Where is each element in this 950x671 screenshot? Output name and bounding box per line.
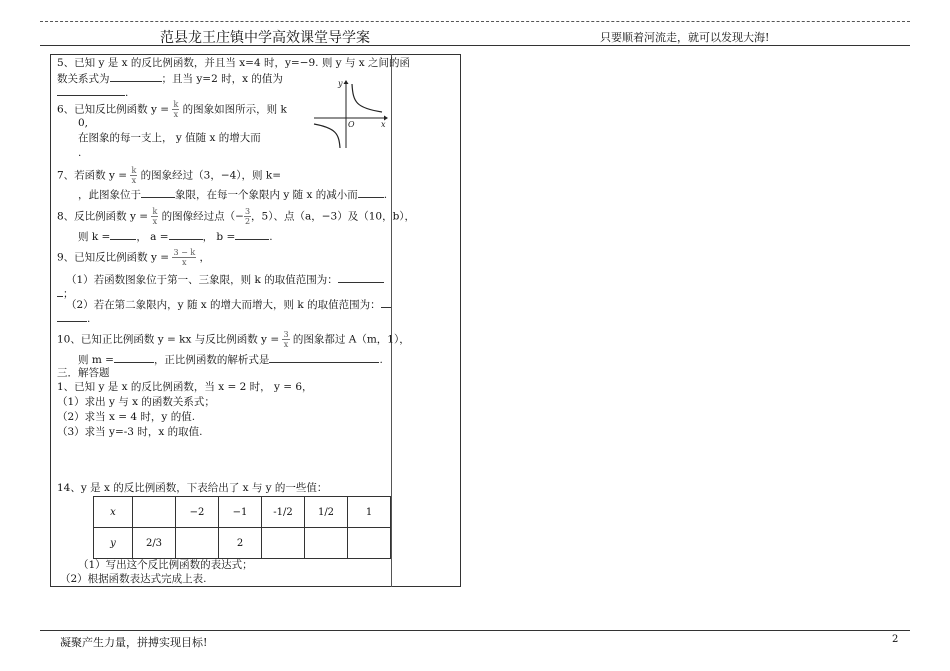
- q7-line2: ，此图象位于 象限，在每一个象限内 y 随 x 的减小而 .: [78, 186, 387, 202]
- table-cell: y: [94, 528, 133, 559]
- q6-line4: .: [78, 147, 82, 159]
- q14-part1: （1）写出这个反比例函数的表达式；: [78, 559, 253, 571]
- q9-part2: （2）若在第二象限内，y 随 x 的增大而增大，则 k 的取值范围为：: [66, 296, 391, 312]
- q14-intro: 14、y 是 x 的反比例函数，下表给出了 x 与 y 的一些值：: [57, 482, 328, 494]
- table-cell: 2: [219, 528, 262, 559]
- table-cell: −2: [176, 497, 219, 528]
- q6-line1: 6、已知反比例函数 y = $\frac{k}{x}$ 的图象如图所示，则 k: [57, 100, 287, 119]
- table-cell: 2/3: [133, 528, 176, 559]
- xy-value-table: [93, 496, 391, 559]
- q6-line2: 0,: [78, 117, 89, 129]
- table-cell: 1/2: [305, 497, 348, 528]
- q9-line1: 9、已知反比例函数 y = $\frac{3 - k}{x}$ ，: [57, 248, 211, 267]
- q10-line1: 10、已知正比例函数 y = kx 与反比例函数 y = $\frac{3}{x}$ 的图象都过 A（m，1），: [57, 330, 410, 349]
- q6-fraction: $\frac{k}{x}$: [173, 100, 179, 119]
- table-cell: [133, 497, 176, 528]
- header-rule: [40, 45, 910, 46]
- q7-fraction: $\frac{k}{x}$: [131, 166, 137, 185]
- footer-slogan: 凝聚产生力量，拼搏实现目标!: [60, 636, 208, 649]
- table-cell: [348, 528, 391, 559]
- header-motto: 只要顺着河流走，就可以发现大海!: [600, 31, 770, 44]
- table-row-x: [94, 497, 391, 528]
- q7-line1: 7、若函数 y = $\frac{k}{x}$ 的图象经过（3，−4），则 k=: [57, 166, 282, 185]
- footer-rule: [40, 630, 910, 631]
- q5-line2: 数关系式为 ；且当 y=2 时，x 的值为: [57, 70, 283, 86]
- q8-line1: 8、反比例函数 y = $\frac{k}{x}$ 的图像经过点（− $\frac{3}{2}$ ，5）、点（a，−3）及（10，b），: [57, 207, 416, 226]
- table-cell: 1: [348, 497, 391, 528]
- q9-part1-tail: ；: [57, 285, 74, 301]
- graph-y-label: y: [338, 79, 343, 88]
- q5-line3: .: [57, 84, 128, 100]
- q5-line1: 5、已知 y 是 x 的反比例函数，并且当 x=4 时，y=−9. 则 y 与 x 之间的函: [57, 57, 411, 69]
- table-cell: [176, 528, 219, 559]
- page-number: 2: [892, 634, 899, 645]
- s3-q1a: （1）求出 y 与 x 的函数关系式；: [57, 396, 215, 408]
- top-dashed-rule: [40, 21, 910, 22]
- s3-q1: 1、已知 y 是 x 的反比例函数，当 x = 2 时， y = 6，: [57, 381, 313, 393]
- q6-line3: 在图象的每一支上， y 值随 x 的增大而: [78, 132, 261, 144]
- q8-fraction-k: $\frac{k}{x}$: [152, 207, 158, 226]
- q10-line2: 则 m = ，正比例函数的解析式是 .: [78, 351, 383, 367]
- page-title: 范县龙王庄镇中学高效课堂导学案: [160, 30, 370, 46]
- s3-q1c: （3）求当 y=-3 时，x 的取值.: [57, 426, 203, 438]
- hyperbola-graph: [312, 78, 388, 150]
- table-cell: [305, 528, 348, 559]
- table-cell: -1/2: [262, 497, 305, 528]
- q9-fraction: $\frac{3 - k}{x}$: [173, 248, 196, 267]
- q9-part1: （1）若函数图象位于第一、三象限，则 k 的取值范围为：: [66, 271, 384, 287]
- graph-x-label: x: [381, 120, 386, 129]
- q10-fraction: $\frac{3}{x}$: [283, 330, 289, 349]
- graph-origin-label: O: [348, 120, 355, 129]
- q8-fraction-3-2: $\frac{3}{2}$: [244, 207, 251, 226]
- q9-part2-tail: .: [57, 310, 90, 326]
- q8-line2: 则 k = ， a = ， b = .: [78, 228, 273, 244]
- table-cell: x: [94, 497, 133, 528]
- s3-q1b: （2）求当 x = 4 时，y 的值.: [57, 411, 196, 423]
- table-row-y: [94, 528, 391, 559]
- table-cell: [262, 528, 305, 559]
- frame-right-margin-line: [391, 54, 392, 587]
- table-cell: −1: [219, 497, 262, 528]
- section3-title: 三．解答题: [57, 367, 110, 379]
- q14-part2: （2）根据函数表达式完成上表.: [60, 573, 207, 585]
